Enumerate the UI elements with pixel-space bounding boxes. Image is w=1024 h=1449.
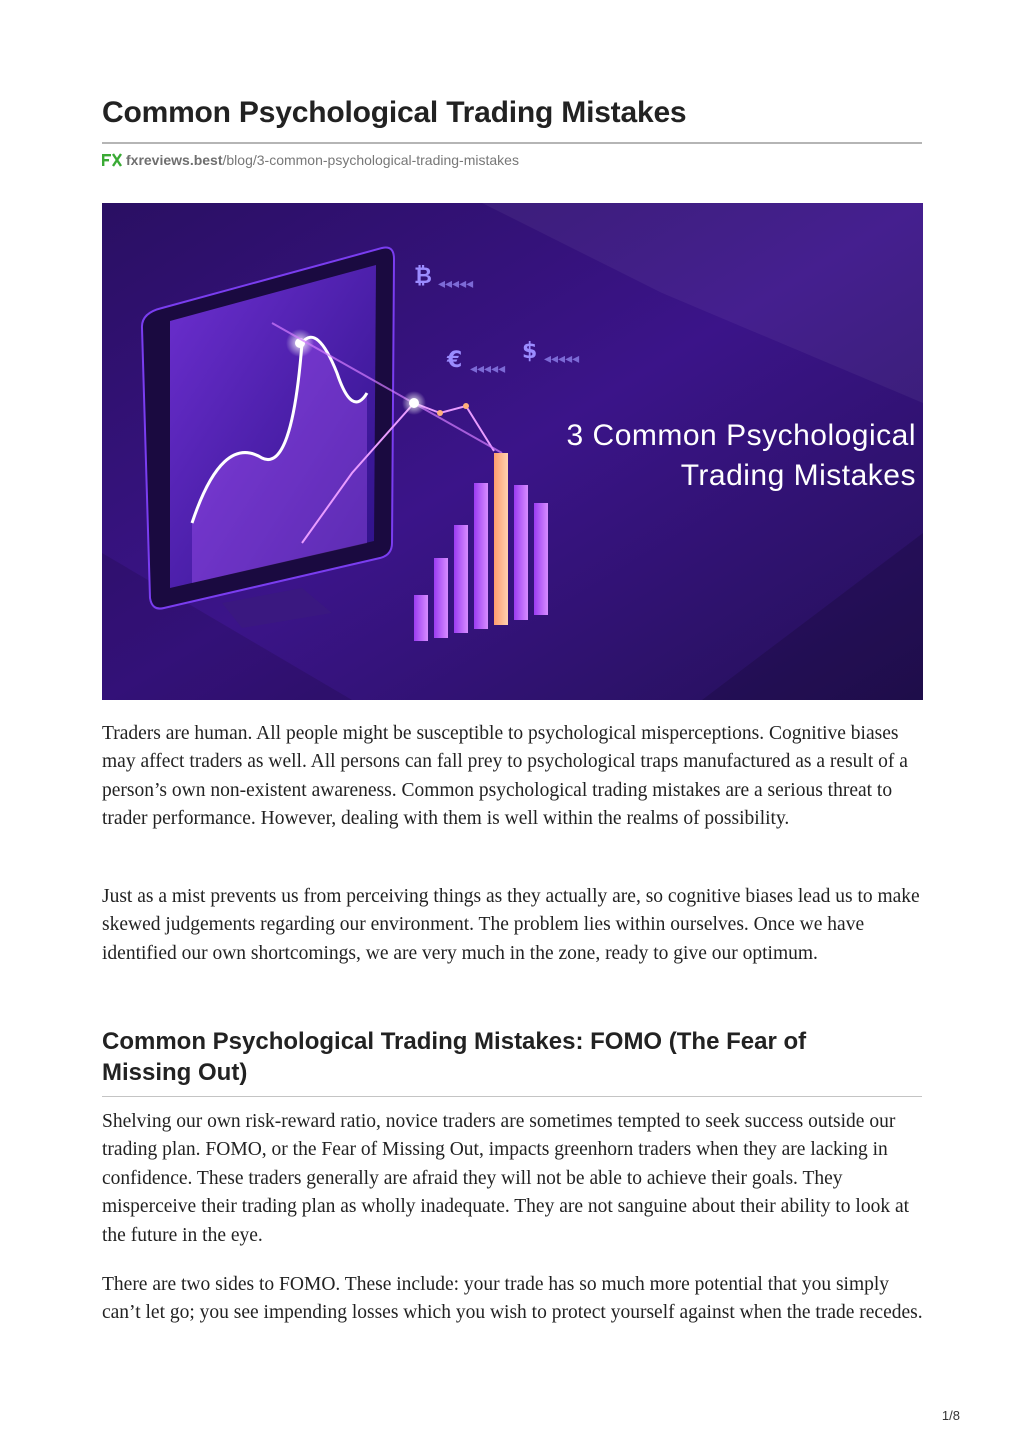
intro-paragraph-2: Just as a mist prevents us from perceiving things as they actually are, so cognitive biases lead us to make skewed judgements regarding our environment. The problem lies within ourselves. Once we have identified our own shortcomings, we are very much in the zone, ready to give our optimum. bbox=[102, 886, 920, 964]
page-title: Common Psychological Trading Mistakes bbox=[102, 96, 687, 129]
hero-headline-line1: 3 Common Psychological bbox=[566, 419, 916, 452]
section-divider bbox=[102, 1096, 922, 1097]
svg-text:◂◂◂◂◂: ◂◂◂◂◂ bbox=[438, 276, 474, 292]
source-path: /blog/3-common-psychological-trading-mistakes bbox=[222, 152, 519, 168]
euro-symbol: € bbox=[447, 348, 463, 373]
svg-text:◂◂◂◂◂: ◂◂◂◂◂ bbox=[544, 351, 580, 367]
svg-text:◂◂◂◂◂: ◂◂◂◂◂ bbox=[470, 361, 506, 377]
section-heading: Common Psychological Trading Mistakes: FOMO (The Fear of Missing Out) bbox=[102, 1028, 807, 1086]
fxreviews-logo-icon bbox=[102, 152, 122, 168]
intro-paragraph-1: Traders are human. All people might be susceptible to psychological misperceptions. Cognitive biases may affect traders as well. All persons can fall prey to psychological traps manufactured as a result of a person’s own non-existent awareness. Common psychological trading mistakes are a serious threat to trader performance. However, dealing with them is well within the realms of possibility. bbox=[102, 723, 908, 830]
title-divider bbox=[102, 142, 922, 144]
hero-headline-line2: Trading Mistakes bbox=[680, 459, 916, 492]
source-domain: fxreviews.best bbox=[126, 152, 223, 168]
bitcoin-symbol: ₿ bbox=[414, 264, 432, 289]
source-link[interactable] bbox=[102, 152, 519, 168]
section-paragraph-1: Shelving our own risk-reward ratio, novice traders are sometimes tempted to seek success outside our trading plan. FOMO, or the Fear of Missing Out, impacts greenhorn traders when they are lacking in confidence. These traders generally are afraid they will not be able to achieve their goals. They misperceive their trading plan as wholly inadequate. They are not sanguine about their ability to look at the future in the eye. bbox=[102, 1111, 910, 1246]
page-number: 1/8 bbox=[941, 1408, 960, 1423]
section-paragraph-2: There are two sides to FOMO. These include: your trade has so much more potential that you simply can’t let go; you see impending losses which you wish to protect yourself against when the trade recedes. bbox=[102, 1274, 923, 1324]
hero-image bbox=[102, 203, 923, 700]
dollar-symbol: $ bbox=[522, 339, 538, 364]
